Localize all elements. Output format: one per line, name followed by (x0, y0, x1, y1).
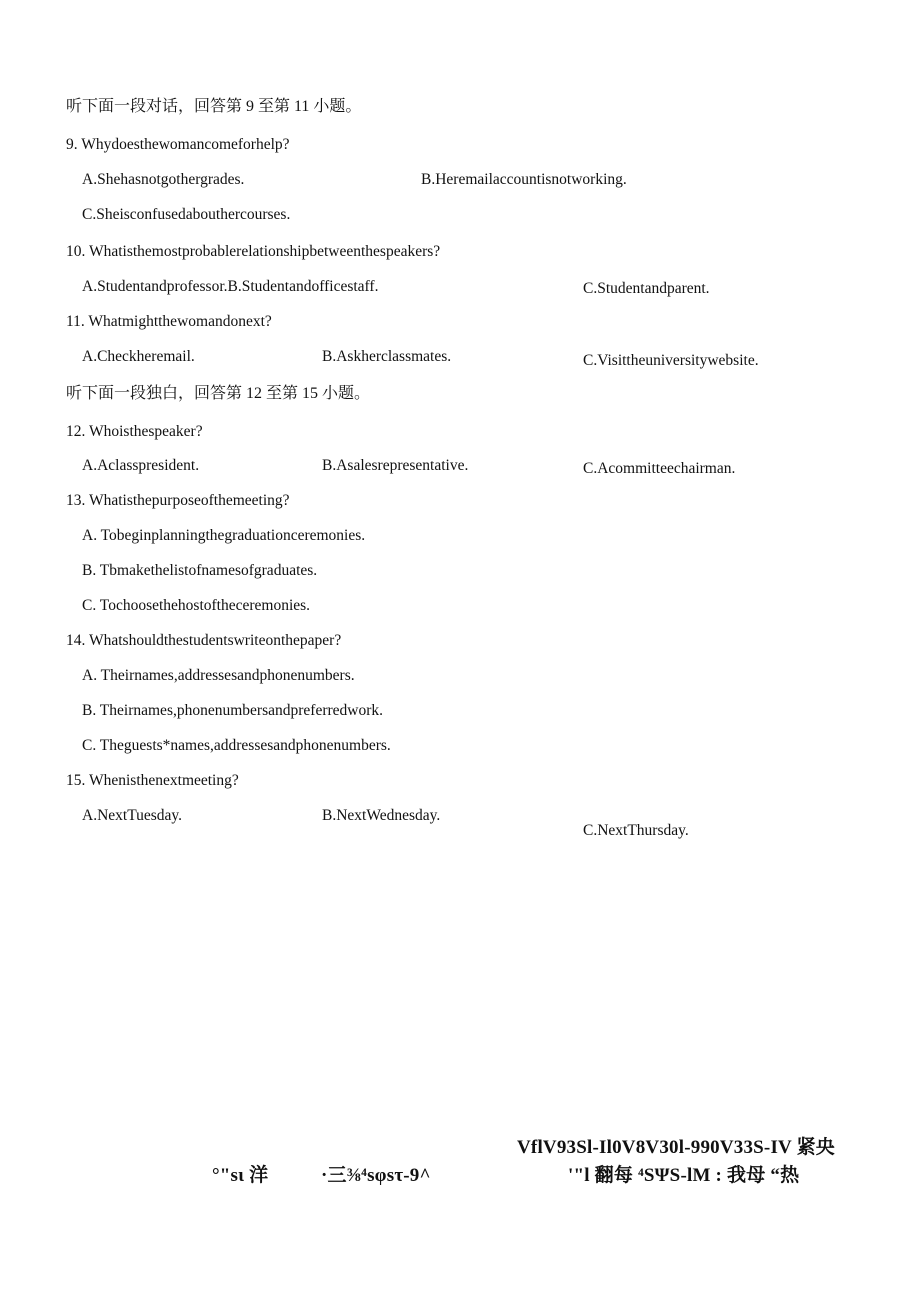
question-13-stem: 13. Whatisthepurposeofthemeeting? (66, 492, 290, 509)
question-14-option-b: B. Theirnames,phonenumbersandpreferredwork. (82, 702, 384, 719)
question-11-option-c: C.Visittheuniversitywebsite. (583, 352, 759, 369)
section-heading-dialogue: 听下面一段对话，回答第 9 至第 11 小题。 (66, 98, 362, 115)
question-10-stem: 10. Whatisthemostprobablerelationshipbetweenthespeakers? (66, 243, 441, 260)
footer-left-b: ·三⅜⁴sφsτ-9^ (321, 1165, 431, 1186)
question-14-option-c: C. Theguests*names,addressesandphonenumbers. (82, 737, 391, 754)
question-9-option-b: B.Heremailaccountisnotworking. (421, 171, 627, 188)
question-12-option-b: B.Asalesrepresentative. (322, 457, 469, 474)
question-12-stem: 12. Whoisthespeaker? (66, 423, 203, 440)
question-15-option-b: B.NextWednesday. (322, 807, 441, 824)
question-15-option-a: A.NextTuesday. (82, 807, 183, 824)
question-11-stem: 11. Whatmightthewomandonext? (66, 313, 272, 330)
question-14-option-a: A. Theirnames,addressesandphonenumbers. (82, 667, 355, 684)
footer-right: '"l 翻每 ⁴SΨS-lM : 我母 “热 (568, 1165, 800, 1186)
section-heading-monologue: 听下面一段独白，回答第 12 至第 15 小题。 (66, 385, 371, 402)
question-13-option-a: A. Tobeginplanningthegraduationceremonies. (82, 527, 366, 544)
footer-left-a: °"sι 洋 (212, 1165, 269, 1186)
question-9-option-a: A.Shehasnotgothergrades. (82, 171, 245, 188)
question-12-option-a: A.Aclasspresident. (82, 457, 200, 474)
question-11-option-b: B.Askherclassmates. (322, 348, 452, 365)
question-10-option-c: C.Studentandparent. (583, 280, 710, 297)
question-13-option-b: B. Tbmakethelistofnamesofgraduates. (82, 562, 318, 579)
question-9-stem: 9. Whydoesthewomancomeforhelp? (66, 136, 290, 153)
question-14-stem: 14. Whatshouldthestudentswriteonthepaper? (66, 632, 342, 649)
question-15-option-c: C.NextThursday. (583, 822, 689, 839)
question-15-stem: 15. Whenisthenextmeeting? (66, 772, 239, 789)
question-10-options-ab: A.Studentandprofessor.B.Studentandofficestaff. (82, 278, 379, 295)
question-13-option-c: C. Tochoosethehostoftheceremonies. (82, 597, 311, 614)
question-9-option-c: C.Sheisconfusedabouthercourses. (82, 206, 291, 223)
question-11-option-a: A.Checkheremail. (82, 348, 195, 365)
question-12-option-c: C.Acommitteechairman. (583, 460, 736, 477)
footer-line-1: VflV93Sl-Il0V8V30l-990V33S-IV 紧央 (517, 1137, 835, 1158)
